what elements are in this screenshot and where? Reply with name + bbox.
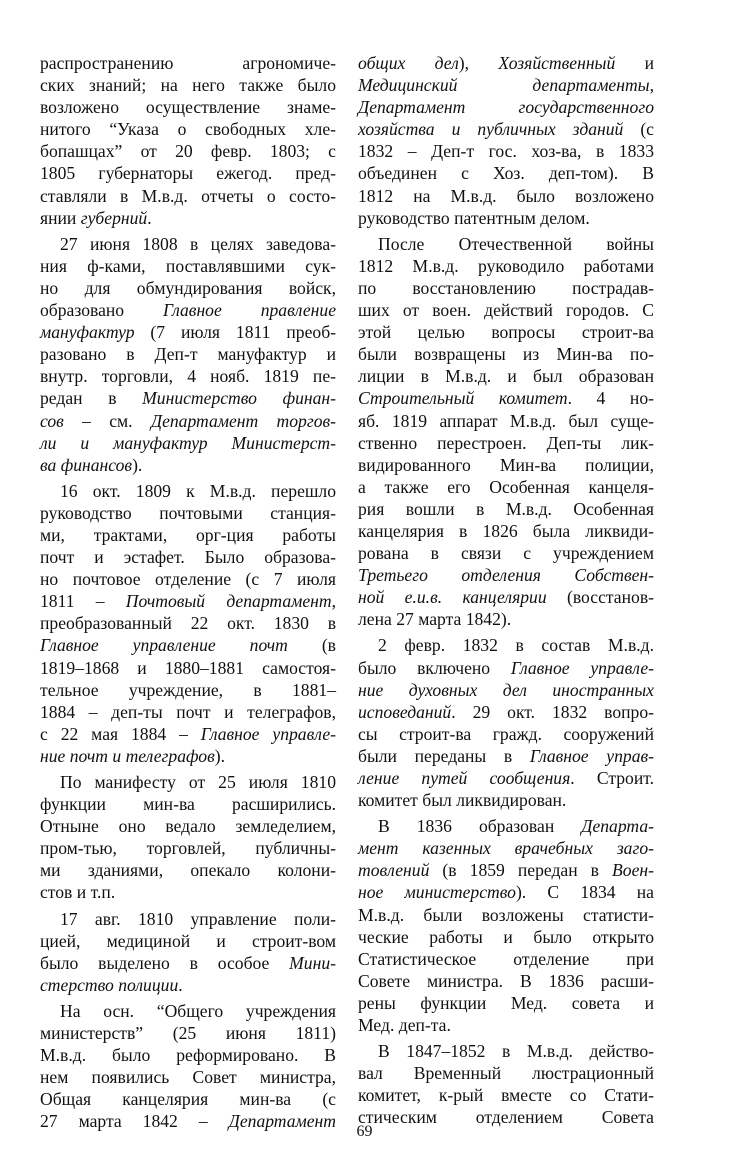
text-line xyxy=(40,365,336,387)
text-line xyxy=(40,52,336,74)
italic-term: хозяйства и публичных зданий xyxy=(358,119,624,140)
text-run: (в 1859 передан в xyxy=(429,860,613,881)
text-line xyxy=(358,948,654,970)
text-run: канцелярия в 1826 была ликвиди- xyxy=(358,520,654,541)
text-line xyxy=(358,723,654,745)
text-run: После Отечественной войны xyxy=(378,233,654,254)
italic-term: Воен- xyxy=(612,860,654,881)
text-run: 2 февр. 1832 в состав М.в.д. xyxy=(378,635,654,656)
text-line xyxy=(40,590,336,612)
italic-term: Строительный комитет xyxy=(358,388,568,409)
text-run: почт и эстафет. Было образова- xyxy=(40,547,336,568)
right-column xyxy=(358,52,654,1129)
text-run: янии xyxy=(40,207,81,228)
text-line xyxy=(358,277,654,299)
text-run: этой целью вопросы строит-ва xyxy=(358,322,654,343)
text-run: 1884 – деп-ты почт и телеграфов, xyxy=(40,701,336,722)
text-run: . Строит. xyxy=(570,768,655,788)
text-line xyxy=(40,454,336,476)
text-run: функции мин-ва расширились. xyxy=(40,794,336,815)
text-run: . 4 но- xyxy=(567,388,654,409)
italic-term: Главное управ- xyxy=(529,745,654,766)
text-run: . xyxy=(178,974,183,995)
text-line xyxy=(358,1062,654,1084)
text-run: комитет был ликвидирован. xyxy=(358,790,567,811)
text-run: нем появились Совет министра, xyxy=(40,1067,336,1088)
italic-term: Главное управление почт xyxy=(40,635,288,656)
text-line xyxy=(358,837,654,859)
text-run: но для обмундирования войск, xyxy=(40,277,336,298)
text-line xyxy=(358,410,654,432)
text-line xyxy=(358,52,654,74)
text-run: , xyxy=(649,75,654,96)
text-run: преобразованный 22 окт. 1830 в xyxy=(40,613,336,634)
italic-term: Хозяйственный xyxy=(498,53,616,73)
left-column xyxy=(40,52,336,1133)
text-line xyxy=(358,679,654,701)
text-line xyxy=(40,679,336,701)
text-line xyxy=(40,343,336,365)
text-run: были переданы в xyxy=(358,745,530,766)
text-run: ). С 1834 на xyxy=(515,882,654,903)
italic-term: ной е.и.в. канцелярии xyxy=(358,587,547,608)
text-line xyxy=(358,767,654,789)
text-run: стическим отделением Совета xyxy=(358,1107,654,1128)
text-line xyxy=(40,432,336,454)
text-line xyxy=(358,96,654,118)
text-line xyxy=(358,586,654,608)
text-run: были возвращены из Мин-ва по- xyxy=(358,344,654,365)
text-line xyxy=(358,299,654,321)
text-run: распространению агрономиче- xyxy=(40,53,336,73)
text-line xyxy=(40,185,336,207)
text-run: (восстанов- xyxy=(546,587,654,608)
text-run: Общая канцелярия мин-ва (с xyxy=(40,1089,336,1110)
text-line xyxy=(40,233,336,255)
text-line xyxy=(40,207,336,229)
text-run: и xyxy=(615,53,654,73)
text-line xyxy=(40,771,336,793)
text-run: В 1847–1852 в М.в.д. действо- xyxy=(378,1041,654,1062)
text-line xyxy=(40,1044,336,1066)
text-line xyxy=(358,207,654,229)
italic-term: Департа- xyxy=(581,816,654,837)
text-line xyxy=(358,140,654,162)
text-line xyxy=(358,701,654,723)
text-line xyxy=(358,387,654,409)
text-line xyxy=(40,908,336,930)
text-line xyxy=(40,881,336,903)
text-run: бопашцах” от 20 февр. 1803; с xyxy=(40,141,336,162)
italic-term: ние духовных дел иностранных xyxy=(358,679,654,700)
text-run: пром-тью, торговлей, публичны- xyxy=(40,838,336,859)
italic-term: Департамент торгов- xyxy=(150,410,336,431)
italic-term: губерний xyxy=(80,207,148,228)
text-line xyxy=(40,974,336,996)
text-line xyxy=(358,321,654,343)
italic-term: Министерство финан- xyxy=(142,388,336,409)
text-run: . xyxy=(147,207,152,228)
text-line xyxy=(40,701,336,723)
text-run: (в xyxy=(287,635,336,656)
text-run: рована в связи с учреждением xyxy=(358,543,654,564)
text-run: яб. 1819 аппарат М.в.д. был суще- xyxy=(358,410,654,431)
text-line xyxy=(40,502,336,524)
italic-term: общих дел xyxy=(358,53,459,73)
text-run: Совете министра. В 1836 расши- xyxy=(358,970,654,991)
text-line xyxy=(358,657,654,679)
text-line xyxy=(358,476,654,498)
text-run: (с xyxy=(623,119,654,140)
text-run: нитого “Указа о свободных хле- xyxy=(40,119,336,140)
text-run: было включено xyxy=(358,657,511,678)
text-run: с 22 мая 1884 – xyxy=(40,723,201,744)
text-run: 1812 М.в.д. руководило работами xyxy=(358,255,654,276)
text-run: тельное учреждение, в 1881– xyxy=(40,679,336,700)
text-run: 1805 губернаторы ежегод. пред- xyxy=(40,163,336,184)
text-line xyxy=(40,745,336,767)
text-line xyxy=(358,1014,654,1036)
text-run: стов и т.п. xyxy=(40,882,116,903)
text-run: руководство патентным делом. xyxy=(358,207,590,228)
text-line xyxy=(40,255,336,277)
text-line xyxy=(358,789,654,811)
italic-term: сов xyxy=(40,410,64,431)
text-line xyxy=(40,387,336,409)
text-run: ), xyxy=(458,53,499,73)
text-run: руководство почтовыми станция- xyxy=(40,502,336,523)
text-line xyxy=(40,837,336,859)
text-line xyxy=(40,74,336,96)
text-run: лиции в М.в.д. и был образован xyxy=(358,366,654,387)
text-run: 1819–1868 и 1880–1881 самостоя- xyxy=(40,657,336,678)
text-line xyxy=(40,859,336,881)
text-run: рены функции Мед. совета и xyxy=(358,992,654,1013)
text-run: лена 27 марта 1842). xyxy=(358,609,512,630)
text-run: вал Временный люстрационный xyxy=(358,1063,654,1084)
text-run: . 29 окт. 1832 вопро- xyxy=(451,701,654,722)
text-run: цией, медициной и строит-вом xyxy=(40,930,336,951)
text-run: , xyxy=(331,591,336,612)
text-line xyxy=(358,498,654,520)
text-run: – см. xyxy=(63,410,151,431)
text-run: объединен с Хоз. деп-том). В xyxy=(358,163,654,184)
text-line xyxy=(358,1040,654,1062)
text-run: но почтовое отделение (с 7 июля xyxy=(40,569,336,590)
text-line xyxy=(40,930,336,952)
italic-term: Почтовый департамент xyxy=(125,591,332,612)
italic-term: стерство полиции xyxy=(40,974,179,995)
text-line xyxy=(40,118,336,140)
italic-term: Главное правление xyxy=(163,300,336,321)
text-run: ми зданиями, опекало колони- xyxy=(40,860,336,881)
text-line xyxy=(358,454,654,476)
text-run: 1832 – Деп-т гос. хоз-ва, в 1833 xyxy=(358,141,654,162)
text-line xyxy=(358,185,654,207)
text-run: В 1836 образован xyxy=(378,816,582,837)
text-line xyxy=(358,608,654,630)
text-line xyxy=(40,815,336,837)
text-line xyxy=(358,859,654,881)
italic-term: ление путей сообщения xyxy=(358,768,571,788)
text-line xyxy=(358,233,654,255)
text-line xyxy=(40,1000,336,1022)
text-line xyxy=(40,657,336,679)
text-run: По манифесту от 25 июля 1810 xyxy=(60,772,336,792)
text-line xyxy=(40,524,336,546)
text-line xyxy=(358,343,654,365)
text-line xyxy=(358,255,654,277)
text-run: М.в.д. были возложены статисти- xyxy=(358,904,654,925)
italic-term: ние почт и телеграфов xyxy=(40,745,215,766)
text-line xyxy=(40,1066,336,1088)
italic-term: Главное управле- xyxy=(510,657,654,678)
text-line xyxy=(40,277,336,299)
text-line xyxy=(358,745,654,767)
text-line xyxy=(358,520,654,542)
text-line xyxy=(358,432,654,454)
page-number: 69 xyxy=(356,1123,373,1140)
text-run: ми, трактами, орг-ция работы xyxy=(40,524,336,545)
text-run: министерств” (25 июня 1811) xyxy=(40,1023,336,1044)
italic-term: Третьего отделения Собствен- xyxy=(358,565,654,586)
text-line xyxy=(40,612,336,634)
text-run: внутр. торговли, 4 нояб. 1819 пе- xyxy=(40,366,336,387)
text-run: возложено осуществление знаме- xyxy=(40,97,336,118)
text-run: ских знаний; на него также было xyxy=(40,75,336,96)
text-run: ). xyxy=(214,745,225,766)
text-run: ния ф-ками, поставлявшими сук- xyxy=(40,255,336,276)
text-line xyxy=(40,634,336,656)
text-run: Отныне оно ведало земледелием, xyxy=(40,816,336,837)
text-line xyxy=(358,118,654,140)
italic-term: Мини- xyxy=(289,952,336,973)
text-line xyxy=(40,410,336,432)
text-run: разовано в Деп-т мануфактур и xyxy=(40,344,336,365)
text-run: ческие работы и было открыто xyxy=(358,926,654,947)
text-line xyxy=(358,904,654,926)
text-line xyxy=(358,815,654,837)
text-line xyxy=(358,1084,654,1106)
text-line xyxy=(40,568,336,590)
text-run: 16 окт. 1809 к М.в.д. перешло xyxy=(60,480,336,501)
text-line xyxy=(40,321,336,343)
text-run: 27 июня 1808 в целях заведова- xyxy=(60,233,336,254)
text-run: было выделено в особое xyxy=(40,952,290,973)
text-run: ших от воен. действий городов. С xyxy=(358,300,654,321)
text-run: по восстановлению пострадав- xyxy=(358,277,654,298)
italic-term: ное министерство xyxy=(358,882,516,903)
italic-term: исповеданий xyxy=(358,701,452,722)
text-line xyxy=(40,952,336,974)
text-line xyxy=(40,1088,336,1110)
text-run: комитет, к-рый вместе со Стати- xyxy=(358,1085,654,1106)
text-line xyxy=(40,546,336,568)
italic-term: Медицинский департаменты xyxy=(358,75,650,96)
italic-term: ли и мануфактур Министерст- xyxy=(40,432,336,453)
text-line xyxy=(40,96,336,118)
text-line xyxy=(358,162,654,184)
text-run: образовано xyxy=(40,300,164,321)
text-run: На осн. “Общего учреждения xyxy=(60,1000,336,1021)
italic-term: Департамент xyxy=(228,1111,336,1132)
italic-term: мент казенных врачебных заго- xyxy=(358,838,654,859)
text-run: ственно перестроен. Деп-ты лик- xyxy=(358,432,654,453)
text-line xyxy=(358,881,654,903)
text-run: (7 июля 1811 преоб- xyxy=(134,322,336,343)
text-run: Мед. деп-та. xyxy=(358,1015,451,1036)
text-run: рия вошли в М.в.д. Особенная xyxy=(358,498,654,519)
text-run: видированного Мин-ва полиции, xyxy=(358,454,654,475)
text-line xyxy=(40,723,336,745)
text-line xyxy=(40,140,336,162)
italic-term: Департамент государственного xyxy=(358,97,654,118)
text-line xyxy=(40,1022,336,1044)
text-line xyxy=(358,926,654,948)
italic-term: ва финансов xyxy=(40,454,133,475)
text-run: 27 марта 1842 – xyxy=(40,1111,229,1132)
text-line xyxy=(358,992,654,1014)
italic-term: Главное управле- xyxy=(200,723,336,744)
italic-term: мануфактур xyxy=(40,322,135,343)
text-run: редан в xyxy=(40,388,143,409)
text-line xyxy=(358,542,654,564)
text-run: 1811 – xyxy=(40,591,126,612)
text-line xyxy=(40,480,336,502)
text-line xyxy=(358,634,654,656)
text-run: сы строит-ва гражд. сооружений xyxy=(358,723,654,744)
text-run: ставляли в М.в.д. отчеты о состо- xyxy=(40,185,336,206)
text-run: 17 авг. 1810 управление поли- xyxy=(60,908,336,929)
text-line xyxy=(40,793,336,815)
text-run: а также его Особенная канцеля- xyxy=(358,476,654,497)
text-line xyxy=(358,970,654,992)
italic-term: товлений xyxy=(358,860,430,881)
text-line xyxy=(40,299,336,321)
text-run: 1812 на М.в.д. было возложено xyxy=(358,185,654,206)
text-run: ). xyxy=(132,454,143,475)
text-line xyxy=(358,365,654,387)
text-line xyxy=(358,74,654,96)
text-line xyxy=(40,162,336,184)
text-run: М.в.д. было реформировано. В xyxy=(40,1045,336,1066)
text-line xyxy=(358,564,654,586)
text-run: Статистическое отделение при xyxy=(358,948,654,969)
